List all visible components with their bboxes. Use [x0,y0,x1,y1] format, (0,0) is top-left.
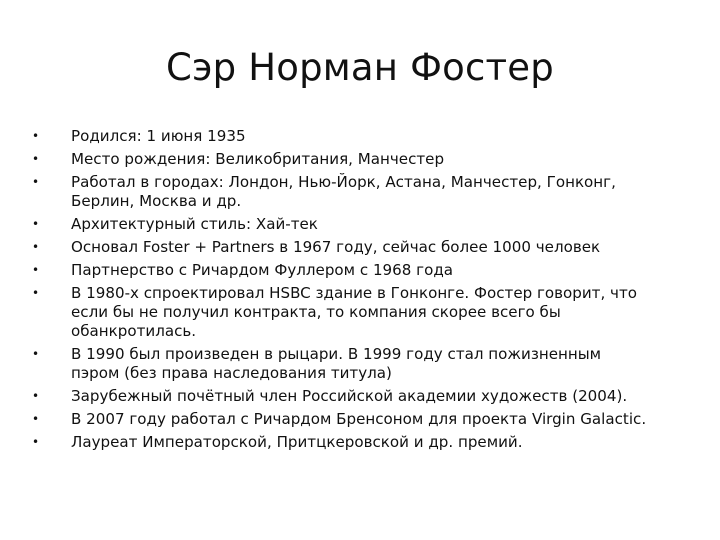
bullet-text: Работал в городах: Лондон, Нью-Йорк, Астана, Манчестер, Гонконг, Берлин, Москва и др. [71,173,616,210]
bullet-icon: • [32,347,40,361]
bullet-icon: • [32,175,40,189]
bullet-text: Родился: 1 июня 1935 [71,127,246,145]
bullet-text: В 2007 году работал с Ричардом Бренсоном для проекта Virgin Galactic. [71,410,647,428]
bullet-icon: • [32,389,40,403]
bullet-item [31,284,701,341]
bullet-icon: • [32,152,40,166]
bullet-icon: • [32,240,40,254]
bullet-text: Место рождения: Великобритания, Манчестер [71,150,445,168]
bullet-text: Зарубежный почётный член Российской академии художеств (2004). [71,387,628,405]
bullet-item [31,433,701,452]
bullet-item [31,150,701,169]
bullet-list [31,127,701,456]
bullet-item [31,261,701,280]
slide-title: Сэр Норман Фостер [166,46,554,89]
bullet-icon: • [32,286,40,300]
bullet-text: В 1980-х спроектировал HSBC здание в Гонконге. Фостер говорит, что если бы не получил контракта, то компания скорее всего бы обанкротилась. [71,284,638,340]
bullet-text: Партнерство с Ричардом Фуллером с 1968 года [71,261,454,279]
bullet-icon: • [32,412,40,426]
bullet-item [31,238,701,257]
bullet-item [31,127,701,146]
bullet-text: В 1990 был произведен в рыцари. В 1999 году стал пожизненным пэром (без права наследования титула) [71,345,602,382]
bullet-icon: • [32,129,40,143]
bullet-icon: • [32,263,40,277]
bullet-icon: • [32,217,40,231]
bullet-text: Основал Foster + Partners в 1967 году, сейчас более 1000 человек [71,238,601,256]
bullet-icon: • [32,435,40,449]
bullet-text: Лауреат Императорской, Притцкеровской и др. премий. [71,433,523,451]
bullet-item [31,215,701,234]
bullet-item [31,410,701,429]
bullet-text: Архитектурный стиль: Хай-тек [71,215,318,233]
bullet-item [31,173,701,211]
bullet-item [31,387,701,406]
bullet-item [31,345,701,383]
